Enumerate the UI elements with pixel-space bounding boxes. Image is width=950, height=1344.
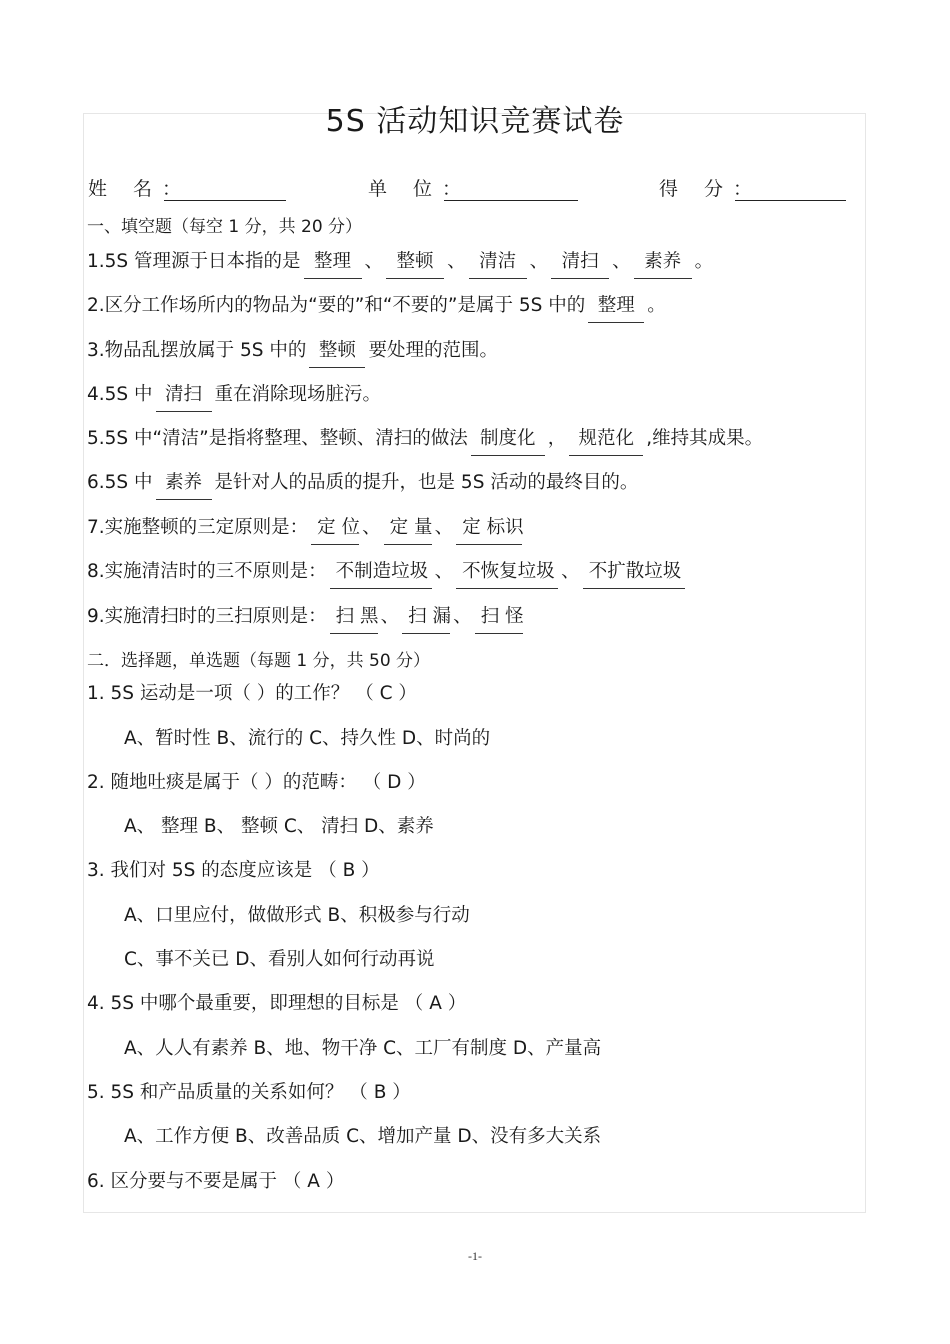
answer-blank: 整顿: [386, 249, 444, 279]
score-label: 得 分：: [659, 178, 763, 200]
separator: ，: [547, 428, 567, 449]
score-field[interactable]: [735, 200, 846, 201]
question-text: 2.区分工作场所内的物品为“要的”和“不要的”是属于 5S 中的: [87, 295, 586, 316]
separator: 、: [612, 251, 631, 272]
question-text: 要处理的范围。: [368, 340, 498, 361]
answer-blank: 清洁: [469, 249, 527, 279]
answer-blank: 扫 怪: [475, 604, 523, 634]
answer-blank: 扫 漏: [402, 604, 450, 634]
question-text: 重在消除现场脏污。: [214, 384, 382, 405]
answer-blank: 定 位: [311, 515, 359, 545]
choice-question-4: 4. 5S 中哪个最重要，即理想的目标是 （ A ）: [87, 993, 467, 1014]
fill-question-4: [87, 382, 381, 412]
answer-blank: 不制造垃圾: [330, 559, 432, 589]
question-text: 是针对人的品质的提升，也是 5S 活动的最终目的。: [214, 472, 639, 493]
choice-options: C、事不关已 D、看别人如何行动再说: [124, 949, 435, 970]
choice-question-5: 5. 5S 和产品质量的关系如何？ （ B ）: [87, 1082, 411, 1103]
choice-options: A、 整理 B、 整顿 C、 清扫 D、素养: [124, 816, 434, 837]
answer-blank: 整理: [304, 249, 362, 279]
separator: 、: [453, 606, 472, 627]
choice-options: A、人人有素养 B、地、物干净 C、工厂有制度 D、产量高: [124, 1038, 602, 1059]
answer-blank: 制度化: [471, 426, 545, 456]
answer-blank: 清扫: [551, 249, 609, 279]
name-field[interactable]: [164, 200, 286, 201]
answer-blank: 定 标识: [456, 515, 522, 545]
fill-question-2: [87, 293, 666, 323]
question-text: 4.5S 中: [87, 384, 153, 405]
answer-blank: 不恢复垃圾: [456, 559, 558, 589]
separator: 、: [380, 606, 400, 627]
question-text: 7.实施整顿的三定原则是：: [87, 517, 309, 538]
answer-blank: 定 量: [384, 515, 432, 545]
unit-field[interactable]: [444, 200, 578, 201]
question-text: 。: [694, 251, 714, 272]
answer-blank: 清扫: [156, 382, 212, 412]
question-text: 5.5S 中“清洁”是指将整理、整顿、清扫的做法: [87, 428, 468, 449]
unit-label: 单 位：: [368, 178, 472, 200]
choice-question-1: 1. 5S 运动是一项（ ）的工作？ （ C ）: [87, 683, 417, 704]
choice-question-3: 3. 我们对 5S 的态度应该是 （ B ）: [87, 860, 380, 881]
question-text: 9.实施清扫时的三扫原则是：: [87, 606, 327, 627]
question-text: 6.5S 中: [87, 472, 153, 493]
answer-blank: 整理: [588, 293, 644, 323]
fill-question-1: [87, 249, 713, 279]
answer-blank: 素养: [156, 470, 212, 500]
name-label: 姓 名：: [88, 178, 192, 200]
fill-question-7: [87, 515, 525, 545]
answer-blank: 整顿: [309, 338, 365, 368]
separator: 、: [434, 561, 454, 582]
question-text: 8.实施清洁时的三不原则是：: [87, 561, 327, 582]
answer-blank: 不扩散垃圾: [583, 559, 685, 589]
fill-question-3: [87, 338, 498, 368]
separator: 、: [561, 561, 580, 582]
fill-question-5: [87, 426, 763, 456]
separator: 、: [364, 251, 384, 272]
answer-blank: 扫 黑: [330, 604, 378, 634]
separator: 、: [362, 517, 381, 538]
choice-options: A、工作方便 B、改善品质 C、增加产量 D、没有多大关系: [124, 1126, 602, 1147]
question-text: 3.物品乱摆放属于 5S 中的: [87, 340, 307, 361]
choice-question-6: 6. 区分要与不要是属于 （ A ）: [87, 1171, 345, 1192]
answer-blank: 素养: [634, 249, 692, 279]
separator: 、: [529, 251, 549, 272]
section1-heading: 一、填空题（每空 1 分，共 20 分）: [87, 217, 363, 237]
choice-options: A、口里应付，做做形式 B、积极参与行动: [124, 905, 470, 926]
choice-options: A、暂时性 B、流行的 C、持久性 D、时尚的: [124, 728, 491, 749]
question-text: 。: [647, 295, 666, 316]
question-text: ,维持其成果。: [646, 428, 764, 449]
fill-question-9: [87, 604, 526, 634]
info-row: [0, 172, 950, 202]
question-text: 1.5S 管理源于日本指的是: [87, 251, 301, 272]
fill-question-8: [87, 559, 688, 589]
answer-blank: 规范化: [569, 426, 643, 456]
page-number: -1-: [468, 1249, 482, 1263]
separator: 、: [434, 517, 454, 538]
separator: 、: [447, 251, 466, 272]
fill-question-6: [87, 470, 638, 500]
page-title: 5S 活动知识竞赛试卷: [325, 104, 625, 139]
section2-heading: 二．选择题，单选题（每题 1 分，共 50 分）: [87, 651, 431, 671]
choice-question-2: 2. 随地吐痰是属于（ ）的范畴： （ D ）: [87, 772, 426, 793]
